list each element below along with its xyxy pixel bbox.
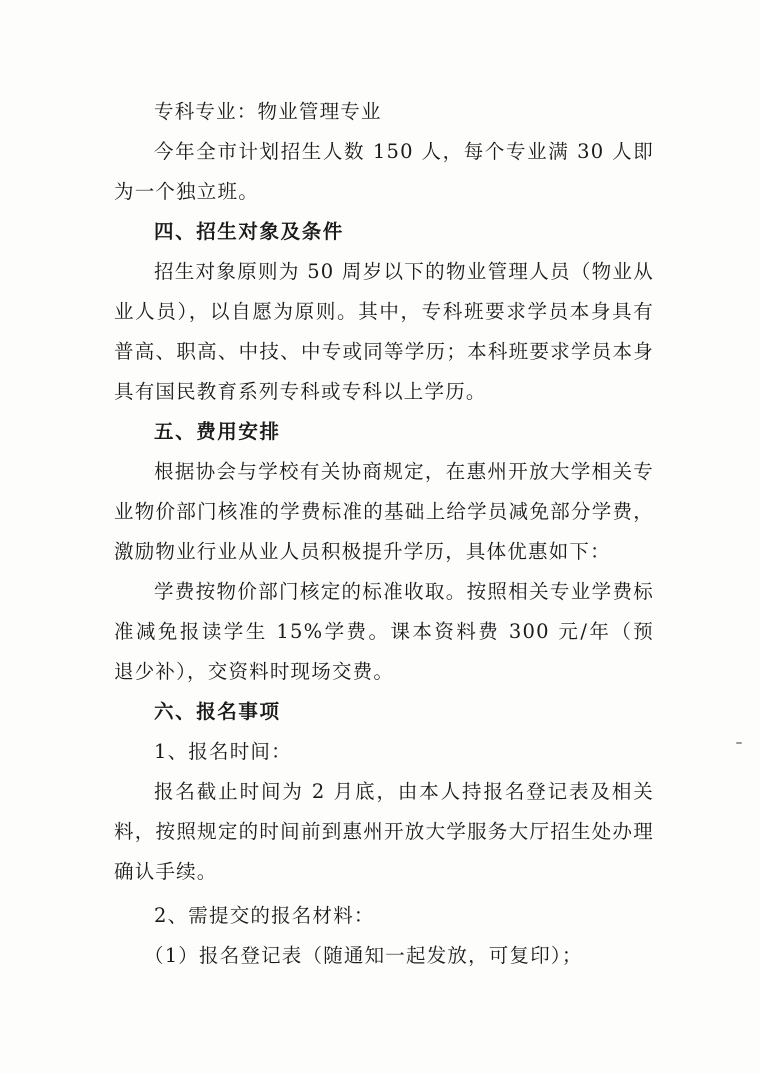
paragraph-line: 招生对象原则为 50 周岁以下的物业管理人员（物业从 <box>154 260 654 283</box>
paragraph-line: 业物价部门核准的学费标准的基础上给学员减免部分学费， <box>114 500 654 523</box>
paragraph-line: 普高、职高、中技、中专或同等学历；本科班要求学员本身 <box>114 340 654 363</box>
section-heading: 五、费用安排 <box>154 420 281 443</box>
document-body <box>114 92 654 976</box>
subsection-label: 1、报名时间： <box>154 740 292 763</box>
paragraph-line: 料，按照规定的时间前到惠州开放大学服务大厅招生处办理 <box>114 820 654 843</box>
paragraph-line: 学费按物价部门核定的标准收取。按照相关专业学费标 <box>154 580 654 603</box>
paragraph-line: 具有国民教育系列专科或专科以上学历。 <box>114 380 487 403</box>
paragraph-line: 根据协会与学校有关协商规定，在惠州开放大学相关专 <box>154 460 654 483</box>
paragraph-line: 为一个独立班。 <box>114 180 259 203</box>
paragraph-line: 激励物业行业从业人员积极提升学历，具体优惠如下： <box>114 540 611 563</box>
paragraph-line: 业人员），以自愿为原则。其中，专科班要求学员本身具有 <box>114 300 654 323</box>
paragraph-line: 退少补），交资料时现场交费。 <box>114 660 395 683</box>
paragraph-line: 确认手续。 <box>114 860 218 883</box>
list-item: （1）报名登记表（随通知一起发放，可复印）； <box>144 944 583 967</box>
major-line: 专科专业：物业管理专业 <box>154 100 382 123</box>
paragraph-line: 今年全市计划招生人数 150 人，每个专业满 30 人即 <box>154 140 654 163</box>
paragraph-line: 报名截止时间为 2 月底，由本人持报名登记表及相关 <box>154 780 654 803</box>
section-heading: 六、报名事项 <box>154 700 281 723</box>
paragraph-line: 准减免报读学生 15%学费。课本资料费 300 元/年（预 <box>114 620 654 643</box>
scan-speck <box>736 742 742 744</box>
subsection-label: 2、需提交的报名材料： <box>154 904 375 927</box>
section-heading: 四、招生对象及条件 <box>154 220 344 243</box>
